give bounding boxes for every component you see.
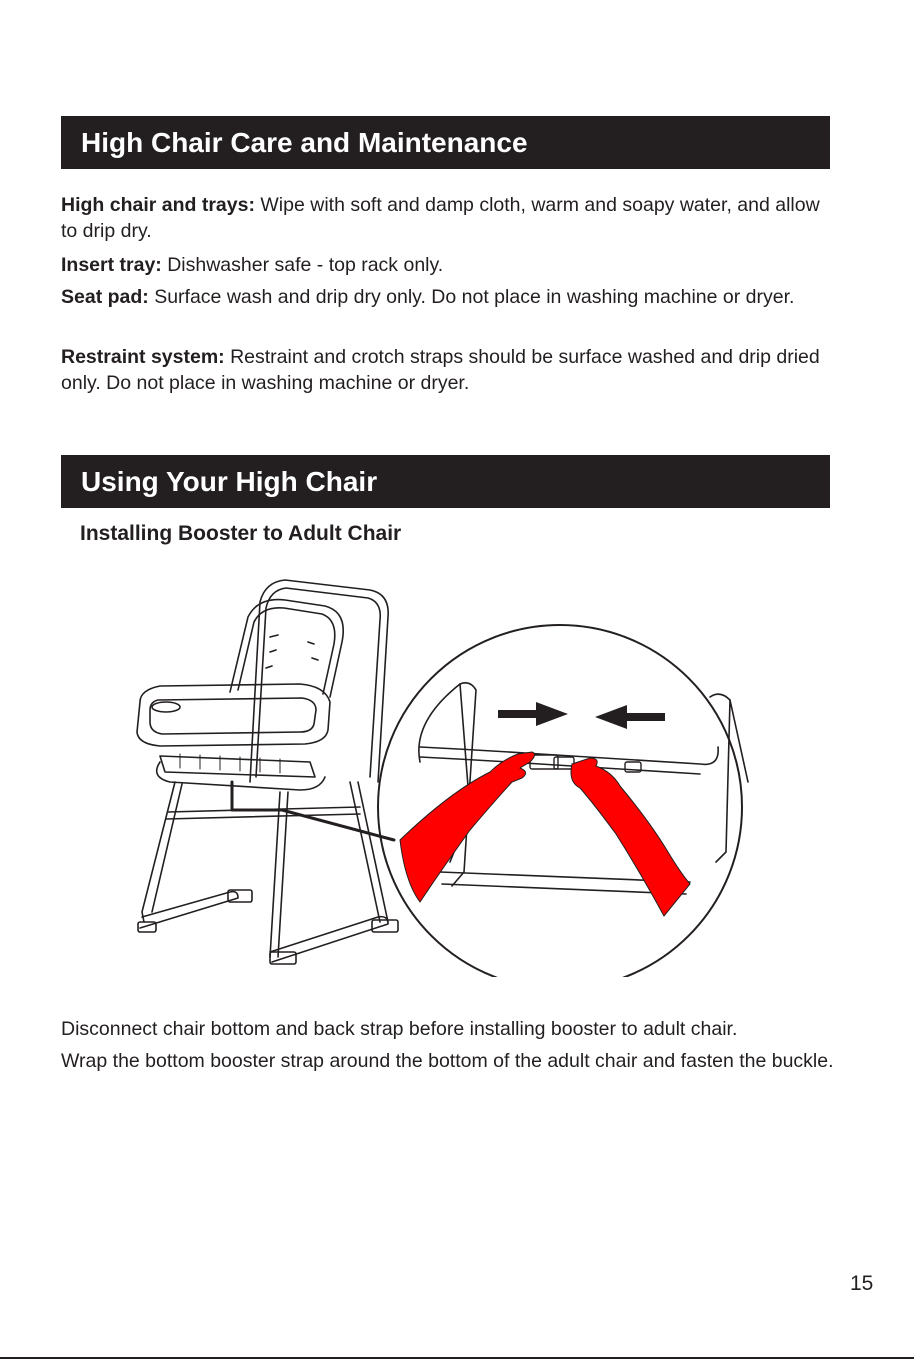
chair-front-leg-left [142, 782, 182, 922]
section-header-care [61, 116, 830, 169]
chair-back-leg [350, 782, 388, 922]
care-item-text: Wipe with soft and damp cloth, warm and soapy water, and allow to drip dry. [61, 194, 820, 242]
page-number: 15 [850, 1272, 874, 1295]
care-item-insert-tray [61, 252, 836, 278]
care-item-seat-pad [61, 284, 836, 310]
care-item-restraint [61, 344, 836, 396]
cup-holder [152, 702, 180, 712]
callout-leader-line [232, 782, 394, 840]
care-item-text: Dishwasher safe - top rack only. [161, 254, 444, 276]
care-item-high-chair [61, 192, 836, 244]
care-item-label: High chair and trays: [61, 194, 255, 216]
booster-tray [137, 684, 330, 746]
care-item-label: Seat pad: [61, 286, 149, 308]
arrow-left-icon [595, 705, 665, 729]
instruction-disconnect: Disconnect chair bottom and back strap before installing booster to adult chair. [61, 1018, 738, 1040]
care-item-text: Restraint and crotch straps should be surface washed and drip dried only. Do not place in washing machine or dryer. [61, 346, 820, 394]
booster-chair-diagram [120, 572, 760, 977]
instruction-wrap-strap: Wrap the bottom booster strap around the bottom of the adult chair and fasten the buckle. [61, 1050, 834, 1072]
adult-chair-back [250, 580, 388, 782]
bottom-rule [0, 1357, 914, 1359]
subsection-title: Installing Booster to Adult Chair [80, 522, 402, 545]
fasten-arrows [498, 702, 665, 729]
section-header-using [61, 455, 830, 508]
detail-callout-circle [378, 625, 742, 977]
care-item-label: Restraint system: [61, 346, 225, 368]
section-title-using: Using Your High Chair [81, 466, 378, 497]
section-title-care: High Chair Care and Maintenance [81, 127, 528, 158]
care-item-label: Insert tray: [61, 254, 162, 276]
arrow-right-icon [498, 702, 568, 726]
booster-installation-illustration [120, 572, 760, 977]
care-item-text: Surface wash and drip dry only. Do not place in washing machine or dryer. [148, 286, 795, 308]
